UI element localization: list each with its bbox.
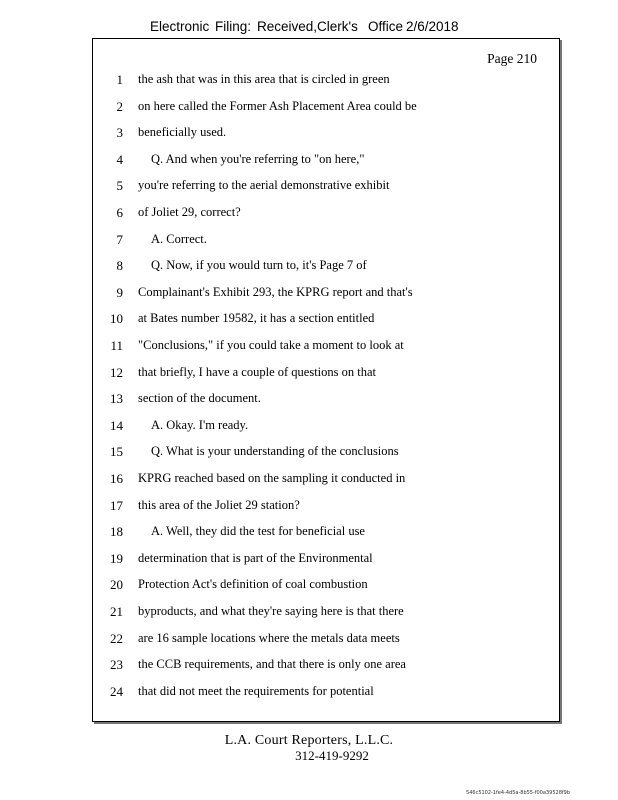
line-number: 6 [116,205,123,220]
line-number: 20 [110,577,123,593]
line-text: that briefly, I have a couple of questions on that [138,364,377,379]
line-text: Q. And when you're referring to "on here," [151,151,365,166]
line-number: 8 [116,258,123,274]
line-text: that did not meet the requirements for potential [138,683,374,698]
line-number: 22 [110,630,123,646]
footer-phone: 312-419-9292 [295,748,369,763]
line-text: beneficially used. [138,125,227,140]
page-number: Page 210 [487,51,537,66]
line-number: 18 [110,524,123,540]
line-text: Q. Now, if you would turn to, it's Page 7 of [151,258,367,273]
line-number: 23 [110,657,123,673]
line-number: 13 [110,391,123,407]
line-number: 11 [110,338,123,353]
line-text: byproducts, and what they're saying here is that there [138,604,404,618]
line-number: 3 [116,125,123,141]
line-number: 24 [110,683,123,699]
line-number: 12 [110,364,123,380]
line-text: A. Okay. I'm ready. [151,417,249,432]
line-text: you're referring to the aerial demonstrative exhibit [138,178,390,193]
line-text: are 16 sample locations where the metals data meets [138,630,400,645]
line-number: 10 [110,311,123,327]
line-number: 1 [116,72,123,87]
line-number: 15 [110,444,123,460]
line-number: 19 [110,550,123,566]
line-number: 16 [110,471,123,486]
line-number: 4 [116,151,123,167]
line-number: 9 [116,284,123,300]
line-text: of Joliet 29, correct? [138,205,241,219]
line-number: 17 [110,497,123,513]
line-number: 21 [110,604,123,619]
line-text: on here called the Former Ash Placement Area could be [138,98,417,113]
footer-company: L.A. Court Reporters, L.L.C. [224,733,394,748]
line-text: Complainant's Exhibit 293, the KPRG report and that's [138,284,413,299]
line-text: A. Well, they did the test for beneficial use [151,524,365,539]
header-office: Office [368,19,404,34]
line-number: 5 [116,178,123,194]
line-number: 2 [116,98,123,114]
transcript-page [92,38,560,722]
line-text: Q. What is your understanding of the conclusions [151,444,399,459]
line-text: Protection Act's definition of coal combustion [138,577,368,592]
line-text: at Bates number 19582, it has a section entitled [138,311,375,326]
line-text: the CCB requirements, and that there is only one area [138,657,406,672]
header-electronic: Electronic [150,19,210,34]
line-text: "Conclusions," if you could take a moment to look at [138,338,404,352]
line-text: the ash that was in this area that is circled in green [138,72,390,86]
header-filing: Filing: [215,19,252,34]
line-text: KPRG reached based on the sampling it conducted in [138,471,406,485]
line-number: 14 [110,417,123,433]
line-text: determination that is part of the Environmental [138,550,373,565]
line-number: 7 [116,231,123,247]
line-text: this area of the Joliet 29 station? [138,497,300,512]
line-text: A. Correct. [151,231,207,246]
header-received: Received,Clerk's [257,19,358,34]
header-date: 2/6/2018 [406,19,459,34]
line-text: section of the document. [138,391,261,406]
document-id: 546c5102-1fe4-4d5a-8b55-f00a39528f9b [466,790,570,796]
